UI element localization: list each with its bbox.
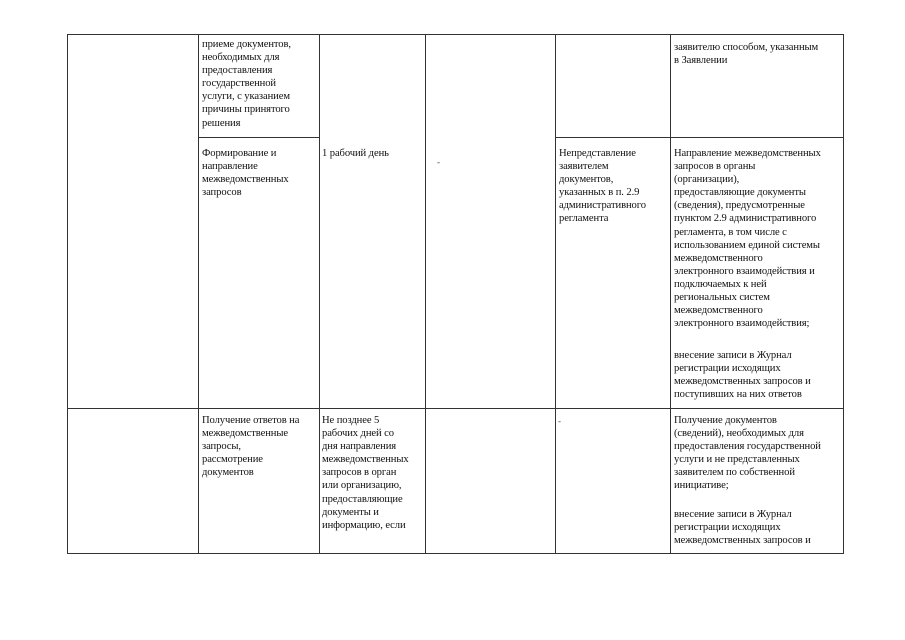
table-column-divider-4 xyxy=(555,34,556,554)
table-cell-row2-col6-journal: внесение записи в Журнал регистрации исходящих межведомственных запросов и поступивших на них ответов xyxy=(674,350,811,401)
table-cell-row2-col2: Формирование и направление межведомственных запросов xyxy=(202,148,289,199)
table-cell-row3-col5: - xyxy=(558,416,561,426)
table-row-divider-partial xyxy=(198,137,320,138)
table-cell-row3-col6-journal: внесение записи в Журнал регистрации исходящих межведомственных запросов и xyxy=(674,509,811,547)
table-cell-row2-col5: Непредставление заявителем документов, указанных в п. 2.9 административного регламента xyxy=(559,148,646,225)
table-border-top xyxy=(67,34,844,35)
table-column-divider-2 xyxy=(319,34,320,554)
table-column-divider-3 xyxy=(425,34,426,554)
table-cell-row2-col6-action: Направление межведомственных запросов в органы (организации), предоставляющие документы (сведения), предусмотренные пунктом 2.9 административного регламента, в том числе с использованием единой системы межведомственного электронного взаимодействия и подключаемых к ней региональных систем межведомственного электронного взаимодействия; xyxy=(674,148,821,330)
table-cell-row2-col3: 1 рабочий день xyxy=(322,148,389,159)
table-border-right xyxy=(843,34,844,554)
table-cell-row2-col4: - xyxy=(437,157,440,167)
table-cell-row3-col6-action: Получение документов (сведений), необходимых для предоставления государственной услуги и не представленных заявителем по собственной инициативе; xyxy=(674,415,821,492)
table-cell-row3-col2: Получение ответов на межведомственные запросы, рассмотрение документов xyxy=(202,415,300,479)
table-border-left xyxy=(67,34,68,554)
table-column-divider-1 xyxy=(198,34,199,554)
table-cell-row1-col6: заявителю способом, указанным в Заявлении xyxy=(674,42,819,67)
table-cell-row3-col3: Не позднее 5 рабочих дней со дня направления межведомственных запросов в орган или организацию, предоставляющие документы и информацию, если xyxy=(322,415,409,531)
table-column-divider-5 xyxy=(670,34,671,554)
table-row-divider-partial-right xyxy=(555,137,844,138)
table-row-divider xyxy=(67,408,844,409)
table-cell-row1-col2: приеме документов, необходимых для предоставления государственной услуги, с указанием причины принятого решения xyxy=(202,39,291,129)
table-border-bottom xyxy=(67,553,844,554)
